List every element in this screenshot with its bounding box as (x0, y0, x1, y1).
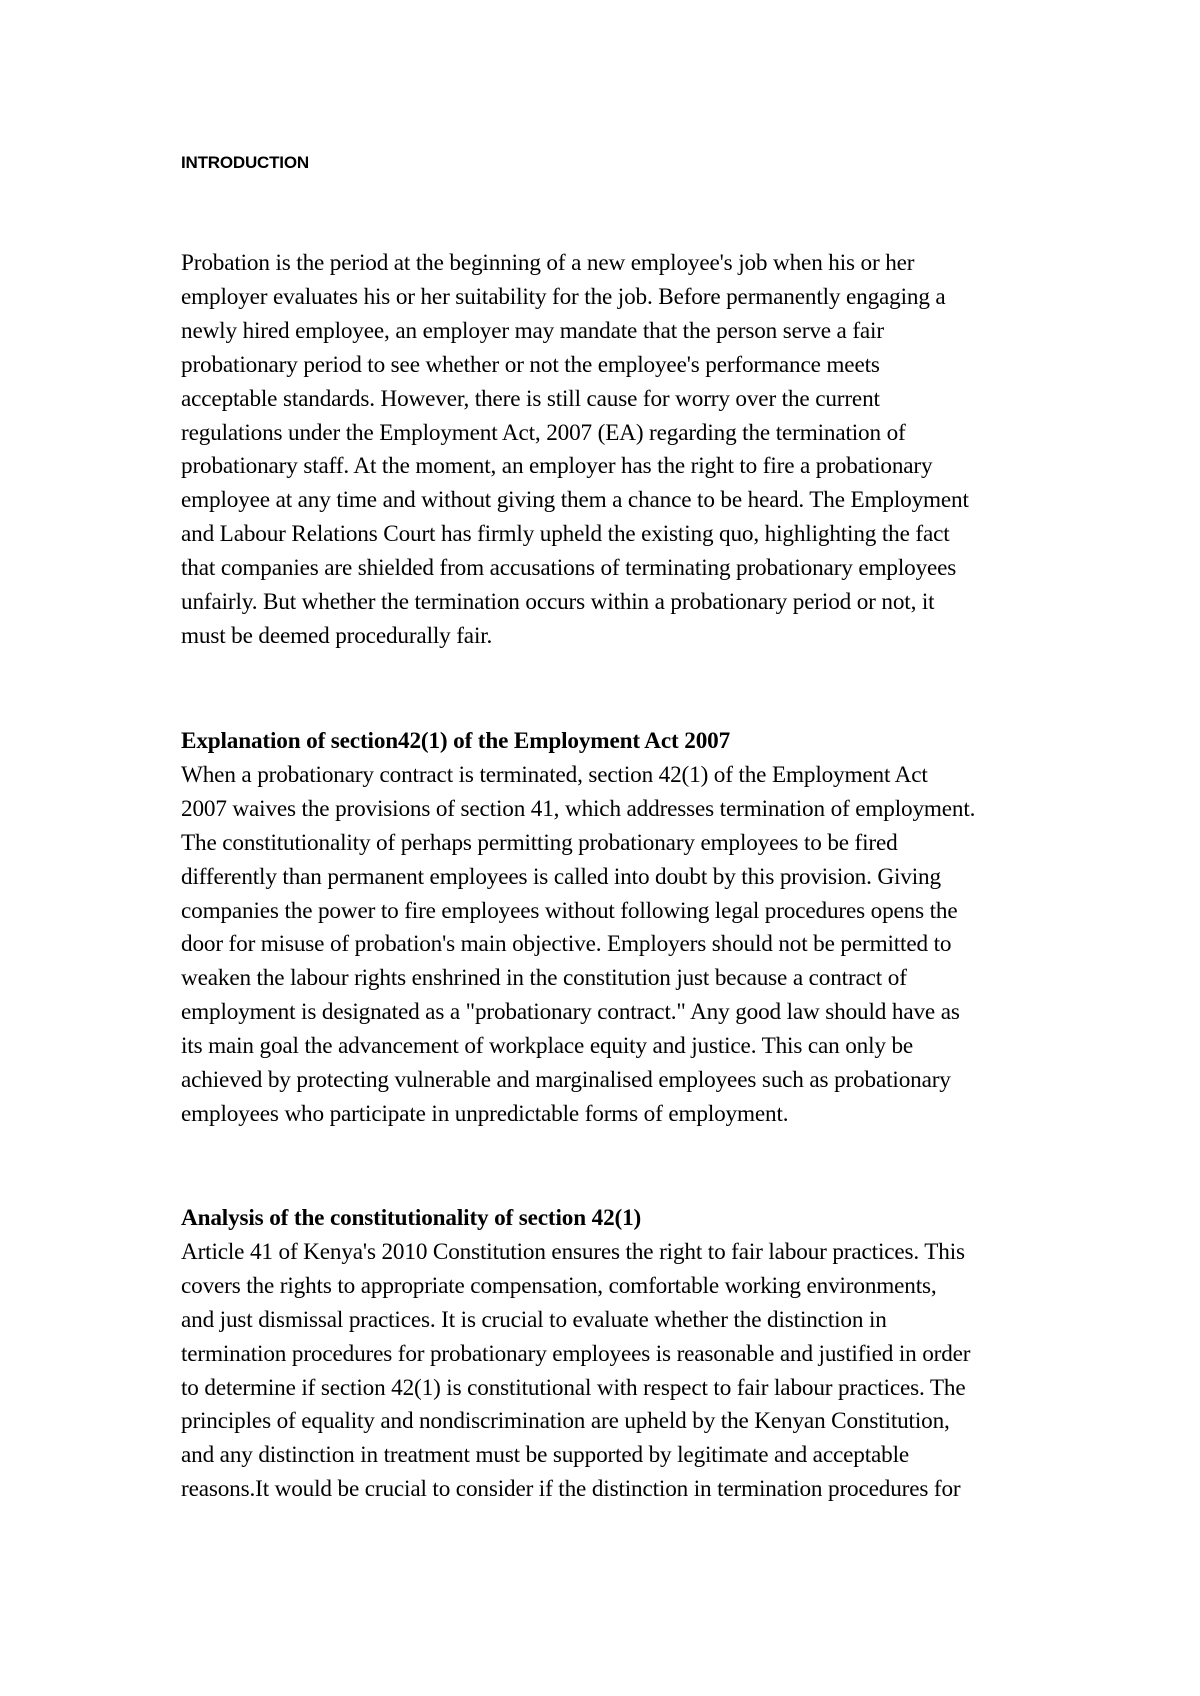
introduction-paragraph (181, 247, 1021, 654)
paragraph-line: Probation is the period at the beginning of a new employee's job when his or her (181, 250, 915, 276)
section-42-heading: Explanation of section42(1) of the Employment Act 2007 (181, 728, 731, 754)
analysis-paragraph (181, 1236, 1021, 1507)
paragraph-line: employer evaluates his or her suitability for the job. Before permanently engaging a (181, 283, 946, 310)
paragraph-line: and Labour Relations Court has firmly upheld the existing quo, highlighting the fact (181, 521, 950, 548)
section-42-explanation (181, 725, 1021, 1132)
paragraph-line: termination procedures for probationary employees is reasonable and justified in order (181, 1340, 971, 1367)
paragraph-line: its main goal the advancement of workplace equity and justice. This can only be (181, 1033, 914, 1060)
paragraph-line: and any distinction in treatment must be supported by legitimate and acceptable (181, 1442, 909, 1469)
section-42-paragraph (181, 759, 1021, 1132)
paragraph-line: weaken the labour rights enshrined in the constitution just because a contract of (181, 965, 907, 992)
paragraph-line: probationary staff. At the moment, an employer has the right to fire a probationary (181, 453, 933, 480)
introduction-heading: INTRODUCTION (181, 153, 309, 172)
introduction-section (181, 247, 1021, 654)
paragraph-line: employees who participate in unpredictable forms of employment. (181, 1100, 789, 1127)
paragraph-line: acceptable standards. However, there is still cause for worry over the current (181, 385, 880, 412)
paragraph-line: Article 41 of Kenya's 2010 Constitution ensures the right to fair labour practices. This (181, 1238, 965, 1265)
paragraph-line: regulations under the Employment Act, 2007 (EA) regarding the termination of (181, 419, 906, 446)
paragraph-line: probationary period to see whether or not the employee's performance meets (181, 351, 880, 378)
paragraph-line: unfairly. But whether the termination occurs within a probationary period or not, it (181, 589, 935, 616)
paragraph-line: achieved by protecting vulnerable and marginalised employees such as probationary (181, 1067, 951, 1094)
analysis-heading: Analysis of the constitutionality of section 42(1) (181, 1205, 642, 1231)
paragraph-line: door for misuse of probation's main objective. Employers should not be permitted to (181, 931, 952, 958)
constitutionality-analysis-section (181, 1202, 1021, 1507)
paragraph-line: employee at any time and without giving them a chance to be heard. The Employment (181, 487, 969, 514)
paragraph-line: employment is designated as a "probationary contract." Any good law should have as (181, 999, 960, 1026)
paragraph-line: differently than permanent employees is called into doubt by this provision. Giving (181, 863, 941, 890)
paragraph-line: companies the power to fire employees without following legal procedures opens the (181, 897, 958, 924)
paragraph-line: principles of equality and nondiscrimination are upheld by the Kenyan Constitution, (181, 1408, 950, 1435)
paragraph-line: reasons.It would be crucial to consider if the distinction in termination procedures for (181, 1476, 961, 1503)
paragraph-line: must be deemed procedurally fair. (181, 622, 493, 649)
paragraph-line: newly hired employee, an employer may mandate that the person serve a fair (181, 317, 884, 344)
paragraph-line: covers the rights to appropriate compensation, comfortable working environments, (181, 1272, 937, 1299)
paragraph-line: and just dismissal practices. It is crucial to evaluate whether the distinction in (181, 1306, 887, 1333)
paragraph-line: The constitutionality of perhaps permitting probationary employees to be fired (181, 829, 898, 856)
paragraph-line: that companies are shielded from accusations of terminating probationary employees (181, 555, 957, 582)
paragraph-line: When a probationary contract is terminated, section 42(1) of the Employment Act (181, 761, 928, 788)
paragraph-line: to determine if section 42(1) is constitutional with respect to fair labour practices. The (181, 1374, 966, 1401)
paragraph-line: 2007 waives the provisions of section 41, which addresses termination of employment. (181, 795, 976, 822)
